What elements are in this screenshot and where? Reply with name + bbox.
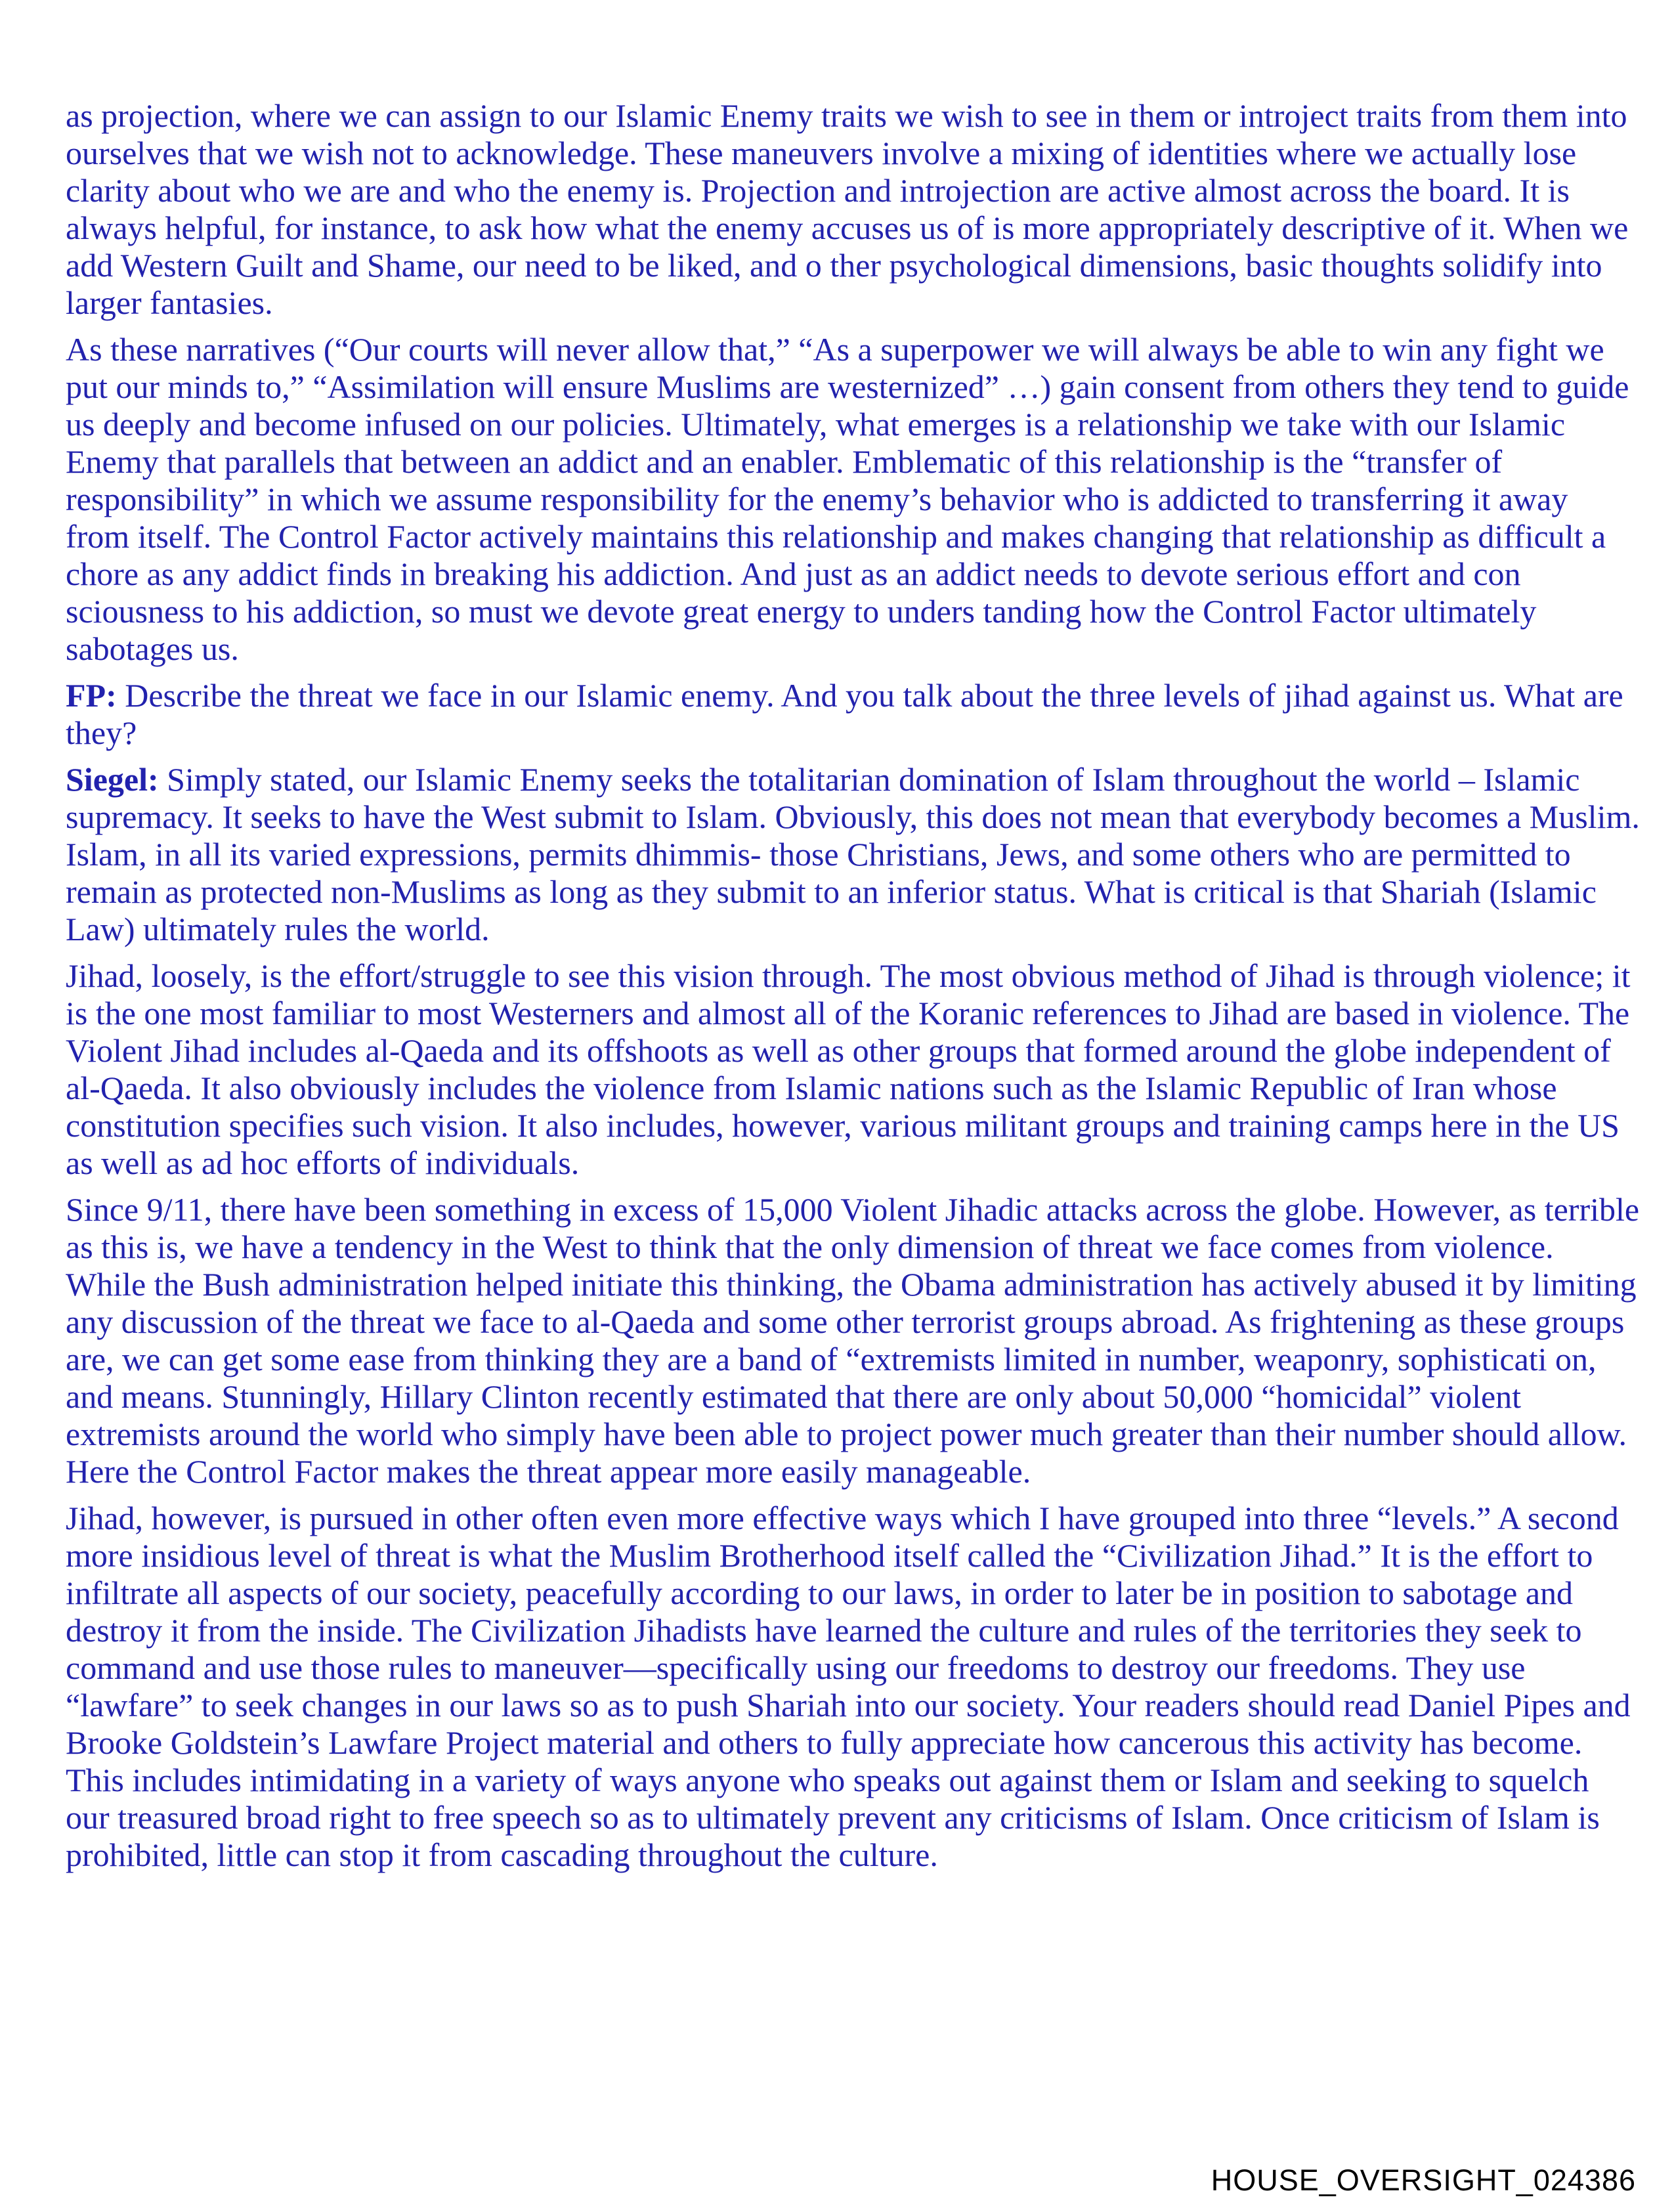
document-body — [66, 97, 1640, 1883]
speaker-label: Siegel: — [66, 761, 159, 798]
speaker-label: FP: — [66, 677, 117, 714]
paragraph — [66, 1191, 1640, 1490]
paragraph-text: As these narratives (“Our courts will never allow that,” “As a superpower we will always be able to win any fight we put our minds to,” “Assimilation will ensure Muslims are westernized” …) gain consent from others they tend to guide us deeply and become infused on our policies. Ultimately, what emerges is a relationship we take with our Islamic Enemy that parallels that between an addict and an enabler. Emblematic of this relationship is the “transfer of responsibility” in which we assume responsibility for the enemy’s behavior who is addicted to transferring it away from itself. The Control Factor actively maintains this relationship and makes changing that relationship as difficult a chore as any addict finds in breaking his addiction. And just as an addict needs to devote serious effort and con sciousness to his addiction, so must we devote great energy to unders tanding how the Control Factor ultimately sabotages us. — [66, 331, 1629, 667]
paragraph-text: Since 9/11, there have been something in excess of 15,000 Violent Jihadic attacks across the globe. However, as terrible as this is, we have a tendency in the West to think that the only dimension of threat we face comes from violence. While the Bush administration helped initiate this thinking, the Obama administration has actively abused it by limiting any discussion of the threat we face to al-Qaeda and some other terrorist groups abroad. As frightening as these groups are, we can get some ease from thinking they are a band of “extremists limited in number, weaponry, sophisticati on, and means. Stunningly, Hillary Clinton recently estimated that there are only about 50,000 “homicidal” violent extremists around the world who simply have been able to project power much greater than their number should allow. Here the Control Factor makes the threat appear more easily manageable. — [66, 1191, 1640, 1490]
paragraph — [66, 677, 1640, 752]
paragraph — [66, 97, 1640, 322]
paragraph — [66, 957, 1640, 1182]
paragraph-text: Jihad, however, is pursued in other often even more effective ways which I have grouped into three “levels.” A second more insidious level of threat is what the Muslim Brotherhood itself called the “Civilization Jihad.” It is the effort to infiltrate all aspects of our society, peacefully according to our laws, in order to later be in position to sabotage and destroy it from the inside. The Civilization Jihadists have learned the culture and rules of the territories they seek to command and use those rules to maneuver—specifically using our freedoms to destroy our freedoms. They use “lawfare” to seek changes in our laws so as to push Shariah into our society. Your readers should read Daniel Pipes and Brooke Goldstein’s Lawfare Project material and others to fully appreciate how cancerous this activity has become. This includes intimidating in a variety of ways anyone who speaks out against them or Islam and seeking to squelch our treasured broad right to free speech so as to ultimately prevent any criticisms of Islam. Once criticism of Islam is prohibited, little can stop it from cascading throughout the culture. — [66, 1500, 1631, 1873]
bates-stamp: HOUSE_OVERSIGHT_024386 — [1211, 2163, 1636, 2197]
paragraph — [66, 331, 1640, 668]
paragraph-text: Describe the threat we face in our Islamic enemy. And you talk about the three levels of jihad against us. What are they? — [66, 677, 1623, 751]
paragraph-text: Jihad, loosely, is the effort/struggle to see this vision through. The most obvious method of Jihad is through violence; it is the one most familiar to most Westerners and almost all of the Koranic references to Jihad are based in violence. The Violent Jihad includes al-Qaeda and its offshoots as well as other groups that formed around the globe independent of al-Qaeda. It also obviously includes the violence from Islamic nations such as the Islamic Republic of Iran whose constitution specifies such vision. It also includes, however, various militant groups and training camps here in the US as well as ad hoc efforts of individuals. — [66, 957, 1631, 1181]
paragraph — [66, 761, 1640, 948]
paragraph-text: Simply stated, our Islamic Enemy seeks the totalitarian domination of Islam throughout the world – Islamic supremacy. It seeks to have the West submit to Islam. Obviously, this does not mean that everybody becomes a Muslim. Islam, in all its varied expressions, permits dhimmis- those Christians, Jews, and some others who are permitted to remain as protected non-Muslims as long as they submit to an inferior status. What is critical is that Shariah (Islamic Law) ultimately rules the world. — [66, 761, 1640, 947]
paragraph-text: as projection, where we can assign to our Islamic Enemy traits we wish to see in them or introject traits from them into ourselves that we wish not to acknowledge. These maneuvers involve a mixing of identities where we actually lose clarity about who we are and who the enemy is. Projection and introjection are active almost across the board. It is always helpful, for instance, to ask how what the enemy accuses us of is more appropriately descriptive of it. When we add Western Guilt and Shame, our need to be liked, and o ther psychological dimensions, basic thoughts solidify into larger fantasies. — [66, 97, 1629, 321]
paragraph — [66, 1500, 1640, 1874]
